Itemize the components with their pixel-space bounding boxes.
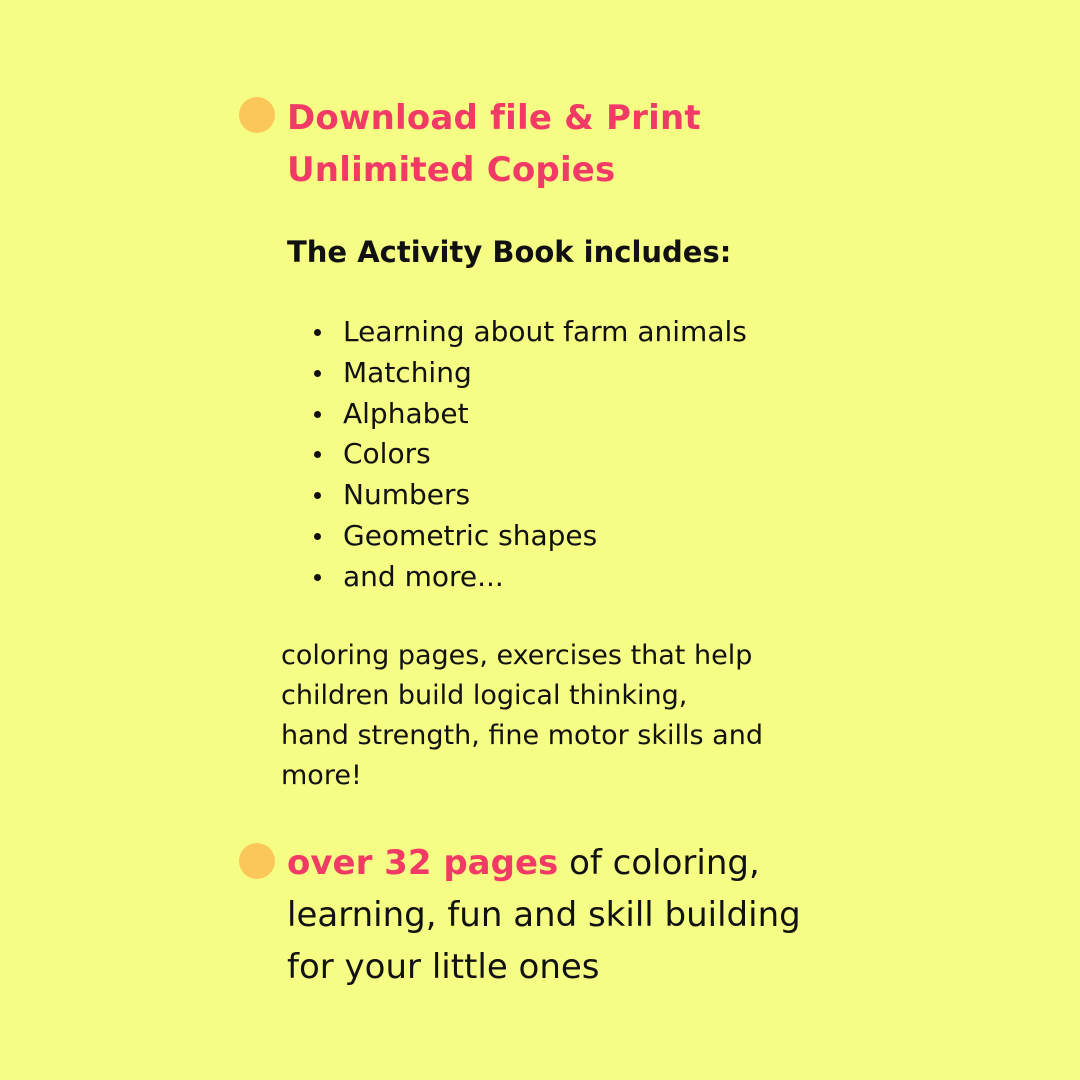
bullet-icon (314, 451, 321, 458)
bullet-icon (314, 533, 321, 540)
description-line-1: coloring pages, exercises that help (281, 640, 753, 671)
feature-label: Colors (343, 437, 431, 471)
feature-label: Alphabet (343, 396, 469, 430)
feature-label: Learning about farm animals (343, 315, 747, 348)
list-item (312, 394, 747, 435)
feature-label: Geometric shapes (343, 518, 598, 552)
description-line-2: children build logical thinking, (281, 680, 688, 711)
bullet-icon (314, 370, 321, 377)
description-line-4: more! (281, 760, 362, 791)
headline-line-1: Download file & Print (287, 98, 701, 138)
bullet-icon (314, 574, 321, 581)
list-item (312, 516, 747, 557)
list-item (312, 557, 747, 598)
headline (287, 92, 987, 196)
list-item (312, 353, 747, 394)
bullet-icon (314, 329, 321, 336)
feature-list (312, 312, 747, 598)
description-paragraph (281, 636, 881, 796)
summary-bullet-dot (239, 843, 275, 879)
feature-label: Matching (343, 355, 472, 389)
description-line-3: hand strength, fine motor skills and (281, 720, 763, 751)
headline-line-2: Unlimited Copies (287, 150, 616, 190)
bullet-icon (314, 492, 321, 499)
list-item (312, 434, 747, 475)
summary-line-3: for your little ones (287, 947, 600, 987)
summary-paragraph (287, 837, 1007, 993)
list-item (312, 475, 747, 516)
summary-line-2: learning, fun and skill building (287, 895, 801, 935)
bullet-icon (314, 411, 321, 418)
summary-line-1 (287, 837, 1007, 889)
includes-heading: The Activity Book includes: (287, 235, 732, 269)
feature-label: and more... (343, 559, 504, 593)
headline-bullet-dot (239, 97, 275, 133)
list-item (312, 312, 747, 353)
feature-label: Numbers (343, 478, 471, 512)
summary-line-1-rest: of coloring, (558, 843, 760, 883)
page-count-highlight: over 32 pages (287, 843, 559, 883)
